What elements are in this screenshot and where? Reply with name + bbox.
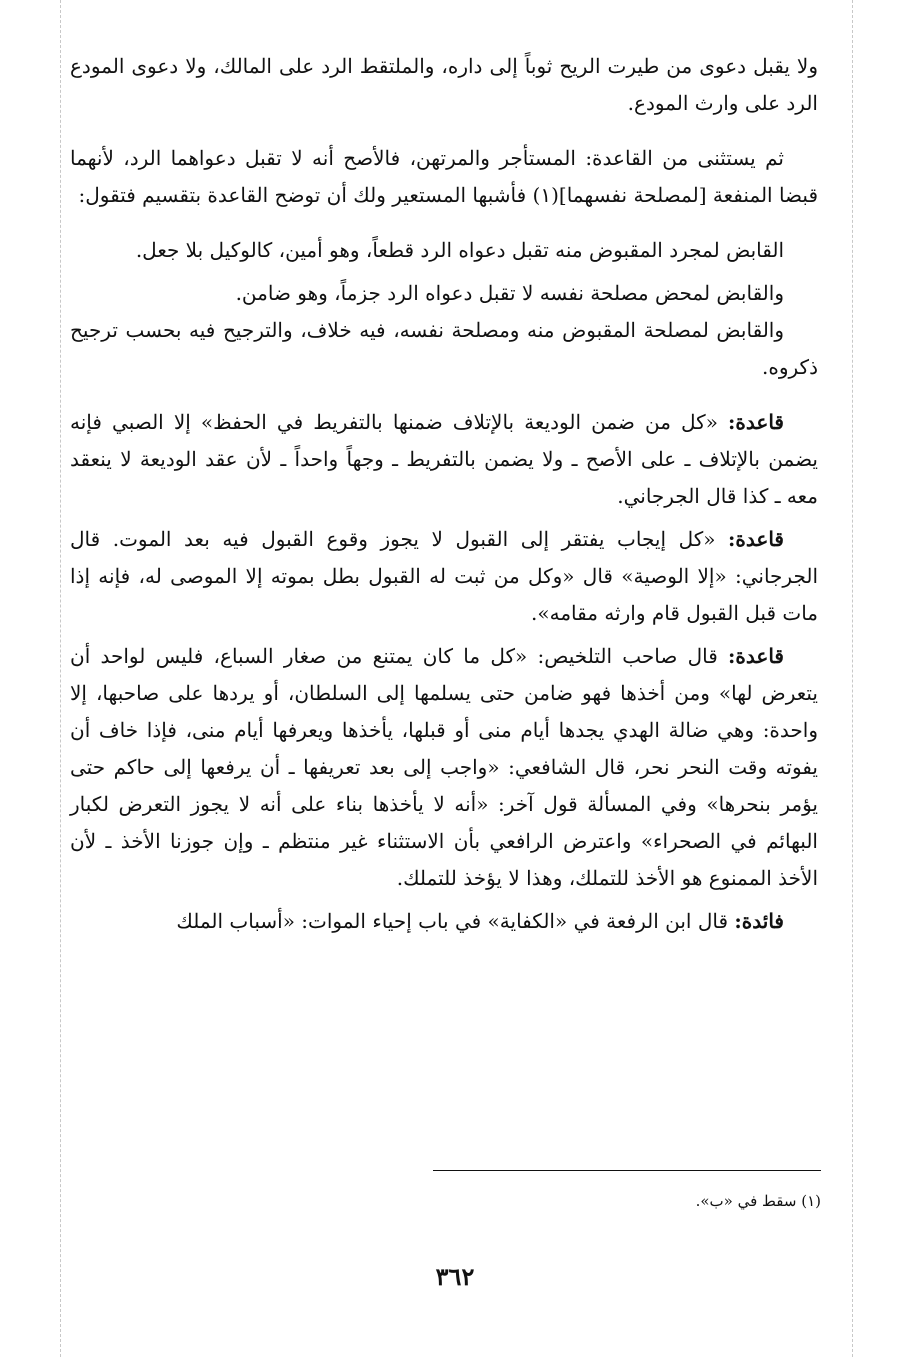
rule-label: قاعدة: — [728, 527, 784, 551]
paragraph: ثم يستثنى من القاعدة: المستأجر والمرتهن، فالأصح أنه لا تقبل دعواهما الرد، لأنهما قبضا المنفعة [لمصلحة نفسهما](١) فأشبها المستعير ولك أن توضح القاعدة بتقسيم فتقول: — [70, 146, 818, 207]
page-body — [70, 48, 818, 940]
rule-paragraph — [70, 638, 818, 897]
page-edge-right — [852, 0, 853, 1357]
footnote-separator — [433, 1170, 821, 1171]
rule-label: قاعدة: — [728, 410, 784, 434]
footnote: (١) سقط في «ب». — [695, 1192, 821, 1210]
benefit-label: فائدة: — [734, 909, 784, 933]
paragraph: ولا يقبل دعوى من طيرت الريح ثوباً إلى داره، والملتقط الرد على المالك، ولا دعوى المودع الرد على وارث المودع. — [70, 54, 818, 115]
rule-text: «كل إيجاب يفتقر إلى القبول لا يجوز وقوع القبول فيه بعد الموت. قال الجرجاني: «إلا الوصية» قال «وكل من ثبت له القبول بطل بموته إلا الموصى له، فإنه إذا مات قبل القبول قام وارثه مقامه». — [70, 527, 819, 625]
paragraph: والقابض لمصلحة المقبوض منه ومصلحة نفسه، فيه خلاف، والترجيح فيه بحسب ترجيح ذكروه. — [70, 318, 818, 379]
page-number: ٣٦٢ — [435, 1262, 475, 1291]
rule-paragraph — [70, 521, 818, 632]
rule-text: «كل من ضمن الوديعة بالإتلاف ضمنها بالتفريط في الحفظ» إلا الصبي فإنه يضمن بالإتلاف ـ على الأصح ـ ولا يضمن بالتفريط ـ وجهاً واحداً ـ لأن عقد الوديعة لا ينعقد معه ـ كذا قال الجرجاني. — [70, 410, 818, 508]
page-edge-left — [60, 0, 61, 1357]
rule-label: قاعدة: — [728, 644, 784, 668]
benefit-text: قال ابن الرفعة في «الكفاية» في باب إحياء الموات: «أسباب الملك — [176, 909, 735, 933]
rule-text: قال صاحب التلخيص: «كل ما كان يمتنع من صغار السباع، فليس لواحد أن يتعرض لها» ومن أخذها فهو ضامن حتى يسلمها إلى السلطان، أو يردها على صاحبها، إلا واحدة: وهي ضالة الهدي يجدها أيام منى أو قبلها، يأخذها ويعرفها أيام منى، فإذا خاف أن يفوته وقت النحر نحر، قال الشافعي: «واجب إلى بعد تعريفها ـ أن يرفعها إلى حاكم حتى يؤمر بنحرها» وفي المسألة قول آخر: «أنه لا يأخذها بناء على أنه لا يجوز التعرض لكبار البهائم في الصحراء» واعترض الرافعي بأن الاستثناء غير منتظم ـ وإن جوزنا الأخذ ـ لأن الأخذ الممنوع هو الأخذ للتملك، وهذا لا يؤخذ للتملك. — [70, 644, 818, 890]
paragraph: والقابض لمحض مصلحة نفسه لا تقبل دعواه الرد جزماً، وهو ضامن. — [235, 281, 784, 305]
benefit-paragraph — [70, 903, 818, 940]
paragraph: القابض لمجرد المقبوض منه تقبل دعواه الرد قطعاً، وهو أمين، كالوكيل بلا جعل. — [135, 238, 784, 262]
rule-paragraph — [70, 404, 818, 515]
